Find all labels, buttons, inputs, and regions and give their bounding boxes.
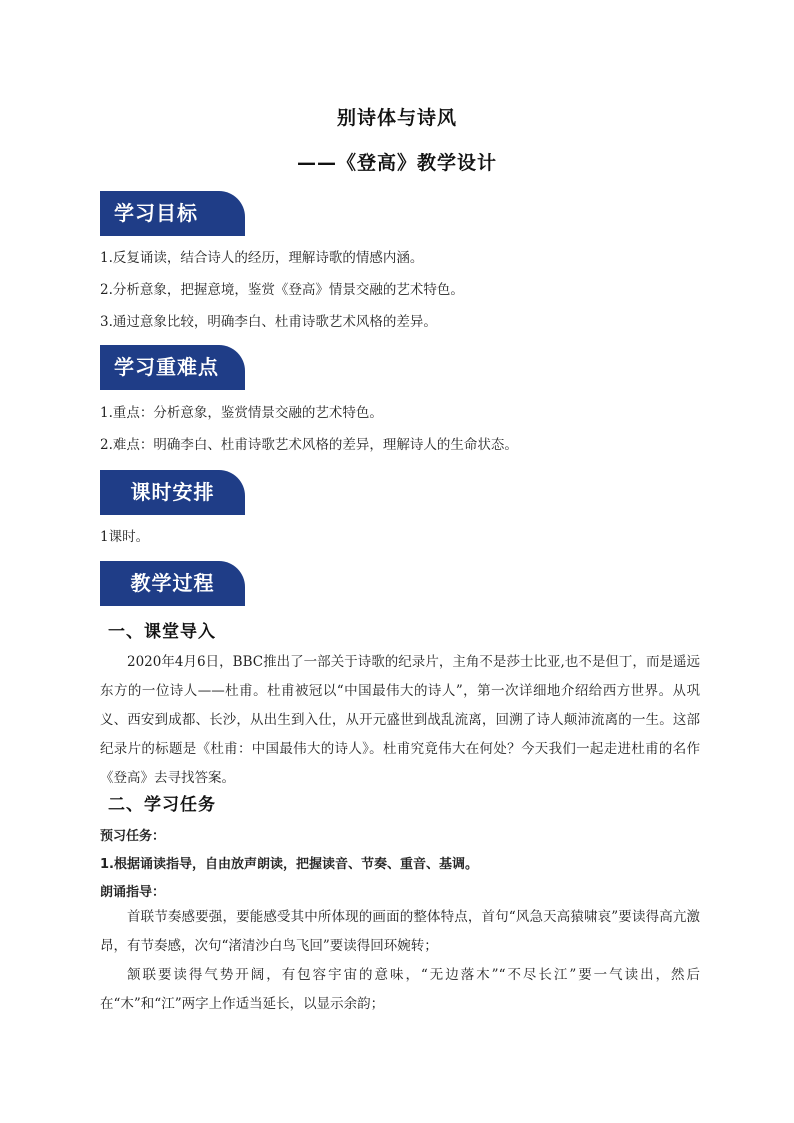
key-point-item-1: 1.重点：分析意象，鉴赏情景交融的艺术特色。: [100, 405, 383, 421]
section-tag-process: 教学过程: [100, 561, 245, 606]
schedule-text: 1课时。: [100, 529, 150, 545]
section-tag-key-points: 学习重难点: [100, 345, 245, 390]
task-1: 1.根据诵读指导，自由放声朗读，把握读音、节奏、重音、基调。: [100, 857, 478, 872]
intro-paragraph: 2020年4月6日，BBC推出了一部关于诗歌的纪录片，主角不是莎士比亚,也不是但丁，而是遥远东方的一位诗人——杜甫。杜甫被冠以“中国最伟大的诗人”，第一次详细地介绍给西方世界。从巩义、西安到成都、长沙，从出生到入仕，从开元盛世到战乱流离，回溯了诗人颠沛流离的一生。这部纪录片的标题是《杜甫：中国最伟大的诗人》。杜甫究竟伟大在何处？今天我们一起走进杜甫的名作《登高》去寻找答案。: [100, 654, 700, 786]
document-subtitle: ——《登高》教学设计: [296, 152, 497, 174]
tasks-heading: 二、学习任务: [108, 795, 216, 815]
recitation-guide-label: 朗诵指导：: [100, 885, 166, 900]
intro-heading: 一、课堂导入: [108, 622, 216, 642]
preview-task-label: 预习任务：: [100, 829, 166, 844]
guide-paragraph-2: 颔联要读得气势开阔，有包容宇宙的意味，“无边落木”“不尽长江”要一气读出，然后在“木”和“江”两字上作适当延长，以显示余韵；: [100, 967, 700, 1012]
key-point-item-2: 2.难点：明确李白、杜甫诗歌艺术风格的差异，理解诗人的生命状态。: [100, 437, 518, 453]
section-tag-schedule: 课时安排: [100, 470, 245, 515]
objective-item-2: 2.分析意象，把握意境，鉴赏《登高》情景交融的艺术特色。: [100, 282, 464, 298]
guide-paragraph-1: 首联节奏感要强，要能感受其中所体现的画面的整体特点，首句“风急天高猿啸哀”要读得高亢激昂，有节奏感，次句“渚清沙白鸟飞回”要读得回环婉转；: [100, 909, 700, 954]
document-title: 别诗体与诗风: [336, 107, 457, 129]
objective-item-1: 1.反复诵读，结合诗人的经历，理解诗歌的情感内涵。: [100, 250, 424, 266]
section-tag-objectives: 学习目标: [100, 191, 245, 236]
objective-item-3: 3.通过意象比较，明确李白、杜甫诗歌艺术风格的差异。: [100, 314, 437, 330]
